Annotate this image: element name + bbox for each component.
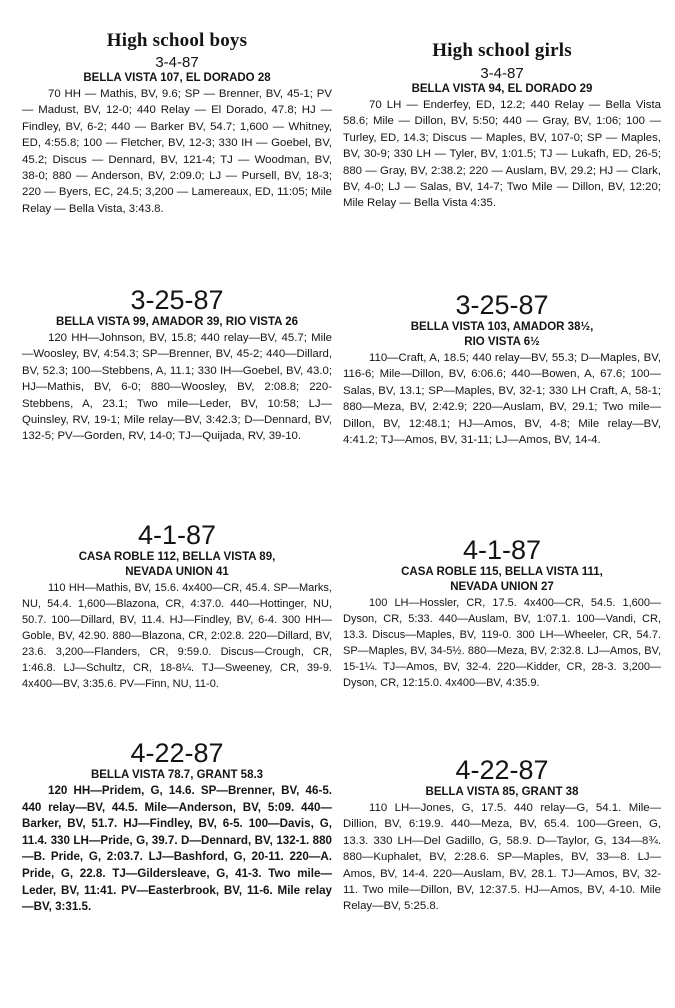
meet-score: BELLA VISTA 94, EL DORADO 29 xyxy=(411,83,593,95)
boys-meet-4 xyxy=(22,740,332,916)
meet-score-line-2: RIO VISTA 6½ xyxy=(464,336,540,348)
boys-column-title: High school boys xyxy=(106,30,248,51)
girls-meet-2 xyxy=(343,292,661,448)
meet-date: 4-22-87 xyxy=(455,755,549,785)
meet-results: 110 LH—Jones, G, 17.5. 440 relay—G, 54.1. Mile—Dillion, BV, 6:19.9. 440—Meza, BV, 65.4. 100—Green, G, 13.3. 330 LH—Del Gadillo, G, 58.9. D—Taylor, G, 134—8¾. 880—Kuphalet, BV, 2:28.6. SP—Maples, BV, 33—8. LJ—Amos, BV, 14-4. 220—Auslam, BV, 28.1. TJ—Amos, BV, 32-11. Two mile—Dillon, BV, 12:37.5. HJ—Amos, BV, 4-10. Mile Relay—BV, 5:25.8. xyxy=(343,802,661,913)
meet-results: 70 LH — Enderfey, ED, 12.2; 440 Relay — Bella Vista 58.6; Mile — Dillon, BV, 5:50; 440 — Gray, BV, 1:06; 100 — Turley, ED, 14.3; Discus — Maples, BV, 107-0; SP — Maples, BV, 30-9; 330 LH — Tyler, BV, 1:01.5; TJ — Lukafh, ED, 26-5; 880 — Gray, BV, 2:38.2; 220 — Auslam, BV, 29.2; HJ — Clark, BV, 4-0; LJ — Salas, BV, 14-7; Two Mile — Dillon, BV, 12:20; Mile Relay — Bella Vista 4:35. xyxy=(343,99,661,210)
girls-meet-1 xyxy=(343,66,661,212)
meet-score: CASA ROBLE 115, BELLA VISTA 111, xyxy=(401,566,603,578)
meet-score: BELLA VISTA 85, GRANT 38 xyxy=(425,786,579,798)
meet-score: BELLA VISTA 99, AMADOR 39, RIO VISTA 26 xyxy=(56,316,298,328)
girls-meet-4 xyxy=(343,757,661,915)
meet-results: 110 HH—Mathis, BV, 15.6. 4x400—CR, 45.4. SP—Marks, NU, 54.4. 1,600—Blazona, CR, 4:37.0. 440—Hottinger, NU, 50.7. 100—Dillard, BV, 11.4. HJ—Findley, BV, 6-4. 300 HH—Goble, BV, 42.90. 880—Blazona, CR, 2:02.8. 220—Dillard, BV, 23.6. 3,200—Flanders, CR, 9:59.0. Discus—Crough, CR, 1:46.8. LJ—Schultz, CR, 18-8¼. TJ—Sweeney, CR, 39-9. 4x400—BV, 3:35.6. PV—Finn, NU, 11-0. xyxy=(22,582,332,690)
girls-column-title: High school girls xyxy=(432,40,572,61)
meet-date: 3-4-87 xyxy=(155,54,199,71)
meet-date: 3-25-87 xyxy=(130,285,224,315)
meet-score: BELLA VISTA 78.7, GRANT 58.3 xyxy=(90,769,264,781)
meet-score: BELLA VISTA 107, EL DORADO 28 xyxy=(83,72,271,84)
meet-results: 100 LH—Hossler, CR, 17.5. 4x400—CR, 54.5. 1,600—Dyson, CR, 5:33. 440—Auslam, BV, 1:07.1. 100—Vandi, CR, 13.3. Discus—Maples, BV, 119-0. 300 LH—Wheeler, CR, 54.7. SP—Maples, BV, 34-5½. 880—Meza, BV, 2:32.8. LJ—Amos, BV, 15-1¼. TJ—Amos, BV, 32-4. 220—Kidder, CR, 28-3. 3,200—Dyson, CR, 12:15.0. 4x400—BV, 4:35.9. xyxy=(343,597,661,689)
meet-date: 3-4-87 xyxy=(480,65,524,82)
meet-results: 120 HH—Johnson, BV, 15.8; 440 relay—BV, 45.7; Mile—Woosley, BV, 4:54.3; SP—Brenner, BV, 45-2; 440—Dillard, BV, 52.3; 100—Stebbens, A, 11.1; 330 IH—Goebel, BV, 43.0; HJ—Mathis, BV, 6-0; 880—Woosley, BV, 2:08.8; 220-Stebbens, A, 23.1; Two mile—Leder, BV, 10:58; LJ—Quinsley, RV, 19-1; Mile relay—BV, 3:42.3; D—Dennard, BV, 132-5; PV—Gorden, RV, 14-0; TJ—Quijada, RV, 39-10. xyxy=(22,332,332,443)
meet-date: 3-25-87 xyxy=(455,290,549,320)
meet-date: 4-22-87 xyxy=(130,738,224,768)
meet-score-line-2: NEVADA UNION 41 xyxy=(125,566,229,578)
girls-meet-3 xyxy=(343,537,661,691)
meet-score: BELLA VISTA 103, AMADOR 38½, xyxy=(410,321,594,333)
boys-meet-2 xyxy=(22,287,332,445)
meet-score-line-2: NEVADA UNION 27 xyxy=(450,581,554,593)
meet-results: 120 HH—Pridem, G, 14.6. SP—Brenner, BV, 46-5. 440 relay—BV, 44.5. Mile—Anderson, BV, 5:09. 440—Barker, BV, 51.7. HJ—Findley, BV, 6-5. 100—Davis, G, 11.4. 330 LH—Pride, G, 39.7. D—Dennard, BV, 132-1. 880—B. Pride, G, 2:03.7. LJ—Bashford, G, 20-11. 220—A. Pride, G, 22.8. TJ—Gildersleave, G, 41-3. Two mile—Leder, BV, 11:41. PV—Easterbrook, BV, 11-6. Mile relay—BV, 3:31.5. xyxy=(22,784,332,914)
boys-meet-1 xyxy=(22,55,332,217)
meet-date: 4-1-87 xyxy=(462,535,542,565)
meet-score: CASA ROBLE 112, BELLA VISTA 89, xyxy=(78,551,276,563)
boys-meet-3 xyxy=(22,522,332,692)
meet-date: 4-1-87 xyxy=(137,520,217,550)
meet-results: 70 HH — Mathis, BV, 9.6; SP — Brenner, BV, 45-1; PV — Madust, BV, 12-0; 440 Relay — El Dorado, 47.8; HJ — Findley, BV, 6-2; 440 — Barker BV, 54.7; 1,600 — Whitney, ED, 4:55.8; 100 — Fletcher, BV, 12-3; 330 IH — Goebel, BV, 45.2; Discus — Dennard, BV, 121-4; TJ — Woodman, BV, 38-0; 880 — Anderson, BV, 2:09.0; LJ — Pursell, BV, 18-3; 220 — Byers, EC, 24.5; 3,200 — Lamereaux, ED, 11:05; Mile Relay — Bella Vista, 3:43.8. xyxy=(22,88,332,215)
meet-results: 110—Craft, A, 18.5; 440 relay—BV, 55.3; D—Maples, BV, 116-6; Mile—Dillon, BV, 6:06.6; 440—Bowen, A, 67.6; 100—Salas, BV, 13.1; SP—Maples, BV, 32-1; 330 LH Craft, A, 58-1; 880—Meza, BV, 2:42.9; 220—Auslam, BV, 29.1; Two mile—Dillon, BV, 12:48.1; HJ—Amos, BV, 4-8; Mile relay—BV, 4:41.2; TJ—Amos, BV, 31-11; LJ—Amos, BV, 14-4. xyxy=(343,352,661,447)
